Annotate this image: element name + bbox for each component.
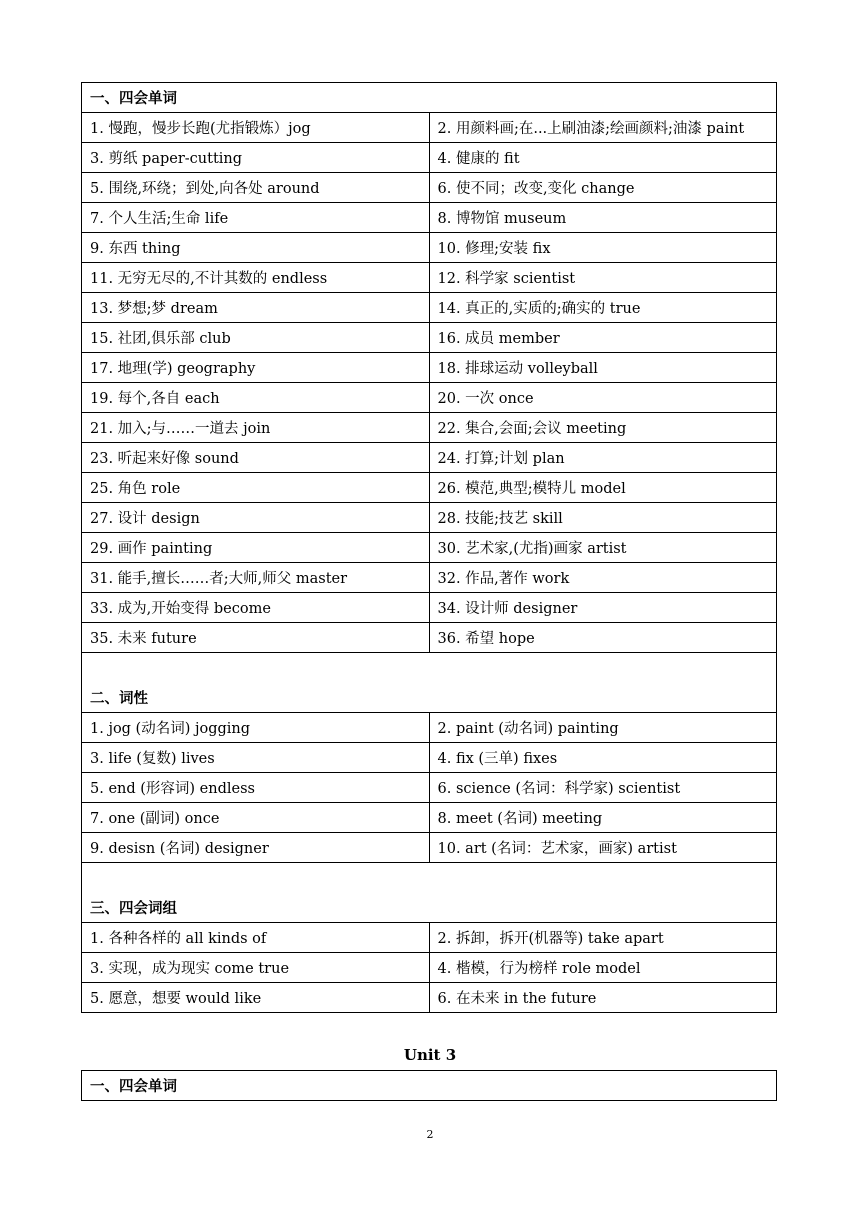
table-row bbox=[82, 923, 777, 953]
table-cell: 25. 角色 role bbox=[82, 473, 430, 503]
table-cell: 8. 博物馆 museum bbox=[429, 203, 777, 233]
table-cell: 5. 围绕,环绕；到处,向各处 around bbox=[82, 173, 430, 203]
section-heading-row bbox=[82, 863, 777, 923]
table-row bbox=[82, 533, 777, 563]
table-cell: 31. 能手,擅长……者;大师,师父 master bbox=[82, 563, 430, 593]
table-cell: 16. 成员 member bbox=[429, 323, 777, 353]
words-heading: 一、四会单词 bbox=[82, 83, 777, 113]
table-cell: 24. 打算;计划 plan bbox=[429, 443, 777, 473]
table-row bbox=[82, 743, 777, 773]
table-row bbox=[82, 983, 777, 1013]
table-cell: 12. 科学家 scientist bbox=[429, 263, 777, 293]
table-cell: 1. 慢跑，慢步长跑(尤指锻炼）jog bbox=[82, 113, 430, 143]
table-row bbox=[82, 803, 777, 833]
table-row bbox=[82, 503, 777, 533]
table-cell: 27. 设计 design bbox=[82, 503, 430, 533]
unit3-words-heading: 一、四会单词 bbox=[82, 1071, 777, 1101]
table-cell: 2. paint (动名词) painting bbox=[429, 713, 777, 743]
table-row bbox=[82, 113, 777, 143]
table-row bbox=[82, 383, 777, 413]
vocabulary-table bbox=[81, 82, 777, 1013]
table-row bbox=[82, 563, 777, 593]
page-number: 2 bbox=[426, 1128, 434, 1141]
table-cell: 30. 艺术家,(尤指)画家 artist bbox=[429, 533, 777, 563]
table-cell: 29. 画作 painting bbox=[82, 533, 430, 563]
table-cell: 23. 听起来好像 sound bbox=[82, 443, 430, 473]
table-row bbox=[82, 713, 777, 743]
table-row bbox=[82, 293, 777, 323]
table-row bbox=[82, 413, 777, 443]
table-cell: 2. 拆卸，拆开(机器等) take apart bbox=[429, 923, 777, 953]
table-cell: 11. 无穷无尽的,不计其数的 endless bbox=[82, 263, 430, 293]
table-cell: 7. 个人生活;生命 life bbox=[82, 203, 430, 233]
table-cell: 14. 真正的,实质的;确实的 true bbox=[429, 293, 777, 323]
table-cell: 3. life (复数) lives bbox=[82, 743, 430, 773]
table-cell: 6. 在未来 in the future bbox=[429, 983, 777, 1013]
table-cell: 33. 成为,开始变得 become bbox=[82, 593, 430, 623]
table-row bbox=[82, 263, 777, 293]
table-row bbox=[82, 473, 777, 503]
table-cell: 5. end (形容词) endless bbox=[82, 773, 430, 803]
table-cell: 7. one (副词) once bbox=[82, 803, 430, 833]
table-cell: 34. 设计师 designer bbox=[429, 593, 777, 623]
table-cell: 4. 健康的 fit bbox=[429, 143, 777, 173]
table-cell: 9. desisn (名词) designer bbox=[82, 833, 430, 863]
table-row bbox=[82, 593, 777, 623]
unit3-table bbox=[81, 1070, 777, 1101]
table-row bbox=[82, 773, 777, 803]
table-cell: 20. 一次 once bbox=[429, 383, 777, 413]
table-row bbox=[82, 233, 777, 263]
table-cell: 2. 用颜料画;在...上刷油漆;绘画颜料;油漆 paint bbox=[429, 113, 777, 143]
table-cell: 13. 梦想;梦 dream bbox=[82, 293, 430, 323]
table-cell: 35. 未来 future bbox=[82, 623, 430, 653]
table-row bbox=[82, 143, 777, 173]
table-cell: 10. 修理;安装 fix bbox=[429, 233, 777, 263]
table-row bbox=[82, 203, 777, 233]
table-cell: 32. 作品,著作 work bbox=[429, 563, 777, 593]
table-row bbox=[82, 323, 777, 353]
table-cell: 3. 实现，成为现实 come true bbox=[82, 953, 430, 983]
table-cell: 21. 加入;与……一道去 join bbox=[82, 413, 430, 443]
table-cell: 3. 剪纸 paper-cutting bbox=[82, 143, 430, 173]
table-cell: 6. science (名词：科学家) scientist bbox=[429, 773, 777, 803]
table-row bbox=[82, 443, 777, 473]
vocabulary-table-body bbox=[82, 83, 777, 1013]
table-cell: 1. jog (动名词) jogging bbox=[82, 713, 430, 743]
table-cell: 22. 集合,会面;会议 meeting bbox=[429, 413, 777, 443]
table-cell: 18. 排球运动 volleyball bbox=[429, 353, 777, 383]
pos-heading: 二、词性 bbox=[82, 653, 777, 713]
phrases-heading: 三、四会词组 bbox=[82, 863, 777, 923]
unit-title: Unit 3 bbox=[403, 1046, 457, 1064]
table-cell: 26. 模范,典型;模特儿 model bbox=[429, 473, 777, 503]
table-row bbox=[82, 833, 777, 863]
table-cell: 9. 东西 thing bbox=[82, 233, 430, 263]
section-heading-row bbox=[82, 653, 777, 713]
table-row bbox=[82, 953, 777, 983]
table-cell: 17. 地理(学) geography bbox=[82, 353, 430, 383]
table-row bbox=[82, 353, 777, 383]
section-heading-row bbox=[82, 1071, 777, 1101]
table-cell: 5. 愿意，想要 would like bbox=[82, 983, 430, 1013]
table-cell: 10. art (名词：艺术家，画家) artist bbox=[429, 833, 777, 863]
table-cell: 19. 每个,各自 each bbox=[82, 383, 430, 413]
table-cell: 4. fix (三单) fixes bbox=[429, 743, 777, 773]
table-cell: 15. 社团,俱乐部 club bbox=[82, 323, 430, 353]
table-cell: 1. 各种各样的 all kinds of bbox=[82, 923, 430, 953]
table-row bbox=[82, 173, 777, 203]
section-heading-row bbox=[82, 83, 777, 113]
table-row bbox=[82, 623, 777, 653]
table-cell: 8. meet (名词) meeting bbox=[429, 803, 777, 833]
table-cell: 28. 技能;技艺 skill bbox=[429, 503, 777, 533]
table-cell: 6. 使不同；改变,变化 change bbox=[429, 173, 777, 203]
table-cell: 36. 希望 hope bbox=[429, 623, 777, 653]
table-cell: 4. 楷模，行为榜样 role model bbox=[429, 953, 777, 983]
